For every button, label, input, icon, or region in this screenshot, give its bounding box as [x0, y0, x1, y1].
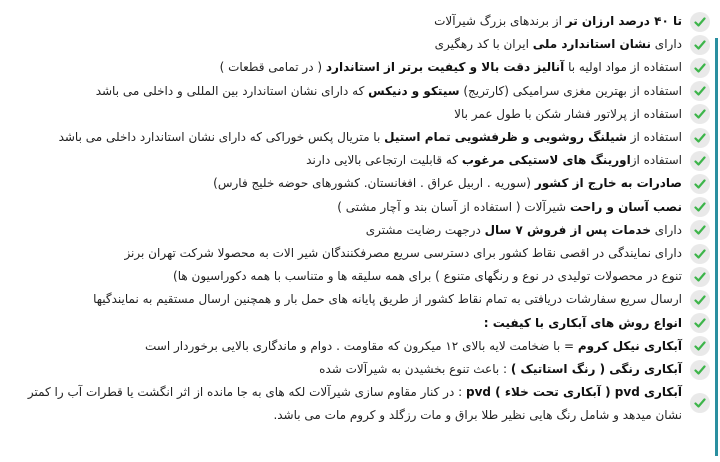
feature-text-bold: صادرات به خارج از کشور [534, 176, 682, 191]
feature-item [5, 10, 710, 33]
feature-item [5, 196, 710, 219]
feature-text-bold: نصب آسان و راحت [569, 199, 682, 214]
check-icon [690, 267, 710, 287]
feature-text-part: استفاده از مواد اولیه با [564, 60, 682, 75]
feature-text-bold: خدمات پس از فروش ۷ سال [484, 222, 651, 237]
feature-text [5, 219, 682, 242]
feature-text [5, 149, 682, 172]
feature-text [5, 196, 682, 219]
feature-item [5, 335, 710, 358]
feature-text-part: : در کنار مقاوم سازی شیرآلات لکه های به جا مانده از اثر انگشت یا قطرات آب را کمتر نشان میدهد و شامل رنگ هایی نظیر طلا براق و مات رزگلد و کروم مات می باشد. [27, 385, 682, 423]
feature-text-bold: نشان استاندارد ملی [532, 37, 651, 52]
feature-text [5, 381, 682, 427]
feature-text [5, 172, 682, 195]
feature-item [5, 33, 710, 56]
feature-text-part: (سوریه . اربیل عراق . افغانستان. کشورهای حوضه خلیج فارس) [213, 176, 535, 191]
feature-text-part: ایران با کد رهگیری [434, 37, 533, 52]
feature-text-bold: شیلنگ روشویی و ظرفشویی تمام استیل [384, 130, 627, 145]
check-icon [690, 197, 710, 217]
feature-item [5, 80, 710, 103]
feature-text-part: تنوع در محصولات تولیدی در نوع و رنگهای متنوع ) برای همه سلیقه ها و متناسب با همه دکوراسیون ها) [173, 269, 682, 284]
check-icon [690, 290, 710, 310]
feature-text-part: درجهت رضایت مشتری [365, 222, 485, 237]
check-icon [690, 58, 710, 78]
check-icon [690, 35, 710, 55]
check-icon [690, 104, 710, 124]
feature-item [5, 219, 710, 242]
feature-text-part: = با ضخامت لایه بالای ۱۲ میکرون که مقاومت . دوام و ماندگاری بالایی برخوردار است [145, 338, 578, 353]
check-icon [690, 313, 710, 333]
feature-text [5, 10, 682, 33]
check-icon [690, 128, 710, 148]
feature-text-part: دارای [650, 37, 682, 52]
feature-text [5, 358, 682, 381]
feature-item [5, 126, 710, 149]
check-icon [690, 12, 710, 32]
feature-text-part: استفاده از [630, 153, 682, 168]
feature-text-part: ارسال سریع سفارشات دریافتی به تمام نقاط کشور از طریق پایانه های حمل بار و همچنین ارسال مستقیم به نمایندگیها [93, 292, 682, 307]
feature-text-part: استفاده از پرلاتور فشار شکن با طول عمر بالا [454, 106, 682, 121]
feature-text [5, 33, 682, 56]
feature-text-bold: اورینگ های لاستیکی مرغوب [461, 153, 631, 168]
feature-text-part: : باعث تنوع بخشیدن به شیرآلات شده [319, 362, 511, 377]
accent-border [715, 38, 718, 456]
check-icon [690, 220, 710, 240]
check-icon [690, 393, 710, 413]
feature-text [5, 80, 682, 103]
feature-text [5, 56, 682, 79]
feature-text-part: از برندهای بزرگ شیرآلات [434, 14, 566, 28]
check-icon [690, 151, 710, 171]
feature-text [5, 265, 682, 288]
feature-item [5, 312, 710, 335]
features-list [5, 10, 710, 428]
feature-text [5, 103, 682, 126]
feature-text-bold: آبکاری pvd ( آبکاری تحت خلاء ) pvd [465, 385, 682, 400]
feature-item [5, 265, 710, 288]
feature-text-part: که قابلیت ارتجاعی بالایی دارند [306, 153, 462, 168]
feature-text-part: دارای [650, 222, 682, 237]
feature-text [5, 288, 682, 311]
check-icon [690, 81, 710, 101]
check-icon [690, 244, 710, 264]
feature-text [5, 335, 682, 358]
feature-item [5, 288, 710, 311]
feature-text-part: که دارای نشان استاندارد بین المللی و داخلی می باشد [95, 83, 369, 98]
feature-item [5, 358, 710, 381]
feature-item [5, 103, 710, 126]
feature-text-part: دارای نمایندگی در اقصی نقاط کشور برای دسترسی سریع مصرفکنندگان شیر الات به محصولا شرکت تهران برنز [124, 246, 682, 261]
feature-text-bold: آبکاری نیکل کروم [577, 338, 682, 353]
feature-text-part: استفاده از [626, 130, 682, 145]
feature-text-bold: تا ۴۰ درصد ارزان تر [565, 14, 682, 28]
feature-text-bold: آنالیز دقت بالا و کیفیت برتر از استاندارد [325, 60, 565, 75]
feature-item [5, 149, 710, 172]
feature-item [5, 242, 710, 265]
check-icon [690, 174, 710, 194]
feature-text [5, 126, 682, 149]
feature-text-part: شیرآلات ( استفاده از آسان بند و آچار مشتی ) [337, 199, 570, 214]
feature-text-bold: آبکاری رنگی ( رنگ استاتیک ) [510, 362, 682, 377]
feature-item [5, 381, 710, 427]
feature-text-bold: سیتکو و دنیکس [368, 83, 460, 98]
feature-text-part: استفاده از بهترین مغزی سرامیکی (کارتریج) [459, 83, 682, 98]
check-icon [690, 360, 710, 380]
feature-text [5, 312, 682, 335]
check-icon [690, 336, 710, 356]
feature-item [5, 172, 710, 195]
feature-text-bold: انواع روش های آبکاری با کیفیت : [483, 315, 682, 330]
feature-item [5, 56, 710, 79]
feature-text-part: ( در تمامی قطعات ) [219, 60, 326, 75]
feature-text [5, 242, 682, 265]
feature-text-part: با متریال پکس خوراکی که دارای نشان استاندارد داخلی می باشد [58, 130, 385, 145]
